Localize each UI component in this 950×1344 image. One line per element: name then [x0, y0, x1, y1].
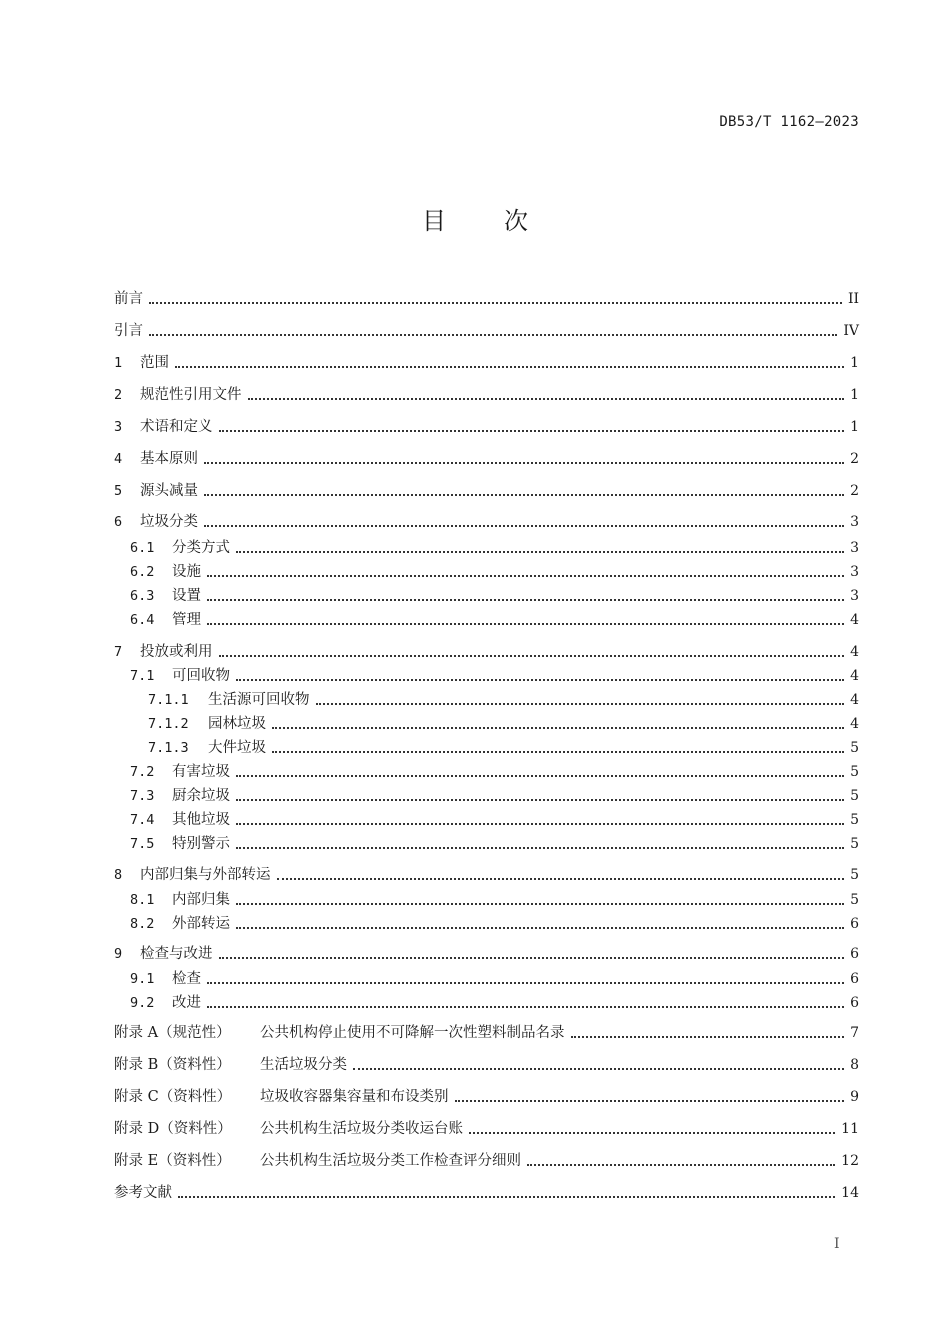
- dot-leader: [149, 301, 842, 304]
- toc-entry-label: 外部转运: [172, 916, 230, 932]
- dot-leader: [236, 926, 844, 929]
- toc-entry-page: 3: [850, 540, 859, 556]
- footer-page-number: I: [834, 1236, 840, 1252]
- toc-entry-number: 7.1.2: [148, 716, 189, 732]
- toc-entry-page: 4: [850, 644, 859, 660]
- dot-leader: [175, 365, 844, 368]
- toc-entry-label: 公共机构停止使用不可降解一次性塑料制品名录: [260, 1025, 565, 1041]
- dot-leader: [207, 622, 844, 625]
- toc-entry-page: 3: [850, 588, 859, 604]
- toc-entry-number: 7.2: [130, 764, 155, 780]
- toc-entry-label: 基本原则: [140, 451, 198, 467]
- toc-entry-label: 源头减量: [140, 483, 198, 499]
- toc-entry-page: 1: [850, 419, 859, 435]
- toc-entry-label: 内部归集与外部转运: [140, 867, 271, 883]
- dot-leader: [236, 902, 844, 905]
- toc-entry[interactable]: [148, 737, 859, 759]
- toc-entry-number: 6: [114, 514, 123, 530]
- toc-entry-page: 9: [850, 1089, 859, 1105]
- toc-entry-number: 附录 D（资料性）: [114, 1121, 232, 1137]
- toc-entry-page: 5: [850, 812, 859, 828]
- toc-entry-label: 垃圾收容器集容量和布设类别: [260, 1089, 449, 1105]
- toc-entry[interactable]: [114, 1054, 859, 1076]
- toc-entry-page: 7: [850, 1025, 859, 1041]
- dot-leader: [236, 550, 844, 553]
- title-char-1: 目: [422, 207, 446, 235]
- toc-entry-label: 投放或利用: [140, 644, 213, 660]
- dot-leader: [149, 333, 837, 336]
- dot-leader: [178, 1195, 835, 1198]
- toc-entry-label: 分类方式: [172, 540, 230, 556]
- toc-entry[interactable]: [114, 641, 859, 663]
- toc-entry-label: 厨余垃圾: [172, 788, 230, 804]
- toc-entry-number: 8: [114, 867, 123, 883]
- toc-entry[interactable]: [130, 992, 859, 1014]
- toc-entry-page: 5: [850, 740, 859, 756]
- title-char-2: 次: [504, 207, 528, 235]
- toc-entry-number: 7: [114, 644, 123, 660]
- toc-entry-page: 3: [850, 564, 859, 580]
- toc-entry[interactable]: [130, 585, 859, 607]
- dot-leader: [527, 1163, 835, 1166]
- toc-entry[interactable]: [130, 665, 859, 687]
- toc-entry-number: 7.1: [130, 668, 155, 684]
- toc-entry-number: 5: [114, 483, 123, 499]
- toc-entry-page: 6: [850, 971, 859, 987]
- toc-entry-number: 6.2: [130, 564, 155, 580]
- toc-entry-page: 11: [841, 1121, 859, 1137]
- toc-entry-label: 设施: [172, 564, 201, 580]
- toc-entry[interactable]: [114, 864, 859, 886]
- toc-entry[interactable]: [114, 448, 859, 470]
- toc-entry-page: 14: [841, 1185, 859, 1201]
- toc-entry-page: 4: [850, 692, 859, 708]
- toc-entry-page: 4: [850, 716, 859, 732]
- toc-entry[interactable]: [114, 288, 859, 310]
- toc-entry-label: 生活源可回收物: [208, 692, 310, 708]
- toc-entry[interactable]: [130, 785, 859, 807]
- dot-leader: [236, 798, 844, 801]
- toc-entry-label: 引言: [114, 323, 143, 339]
- toc-entry[interactable]: [114, 384, 859, 406]
- toc-entry-label: 检查与改进: [140, 946, 213, 962]
- toc-entry-number: 8.1: [130, 892, 155, 908]
- toc-entry[interactable]: [130, 833, 859, 855]
- toc-entry-page: 6: [850, 995, 859, 1011]
- toc-entry[interactable]: [114, 1022, 859, 1044]
- toc-entry-label: 改进: [172, 995, 201, 1011]
- toc-entry-number: 8.2: [130, 916, 155, 932]
- toc-entry[interactable]: [130, 889, 859, 911]
- toc-entry-page: 2: [850, 451, 859, 467]
- toc-entry-number: 6.4: [130, 612, 155, 628]
- toc-entry-number: 6.3: [130, 588, 155, 604]
- document-code: DB53/T 1162—2023: [719, 114, 859, 130]
- toc-entry-label: 生活垃圾分类: [260, 1057, 347, 1073]
- toc-entry-number: 附录 E（资料性）: [114, 1153, 231, 1169]
- toc-entry-label: 可回收物: [172, 668, 230, 684]
- dot-leader: [207, 981, 844, 984]
- toc-entry-page: 6: [850, 946, 859, 962]
- toc-entry[interactable]: [130, 561, 859, 583]
- dot-leader: [204, 493, 844, 496]
- toc-entry-number: 3: [114, 419, 123, 435]
- toc-entry[interactable]: [114, 511, 859, 533]
- toc-entry-label: 特别警示: [172, 836, 230, 852]
- toc-entry[interactable]: [148, 713, 859, 735]
- toc-entry-label: 园林垃圾: [208, 716, 266, 732]
- toc-entry-label: 大件垃圾: [208, 740, 266, 756]
- toc-entry[interactable]: [114, 1086, 859, 1108]
- toc-entry[interactable]: [114, 1182, 859, 1204]
- toc-entry-number: 7.4: [130, 812, 155, 828]
- toc-entry-number: 7.1.3: [148, 740, 189, 756]
- toc-entry-number: 1: [114, 355, 123, 371]
- toc-entry-page: 12: [841, 1153, 859, 1169]
- toc-entry-label: 公共机构生活垃圾分类工作检查评分细则: [260, 1153, 521, 1169]
- toc-entry[interactable]: [130, 761, 859, 783]
- toc-entry[interactable]: [114, 1150, 859, 1172]
- dot-leader: [207, 574, 844, 577]
- toc-entry-label: 术语和定义: [140, 419, 213, 435]
- dot-leader: [236, 678, 844, 681]
- toc-entry-label: 有害垃圾: [172, 764, 230, 780]
- dot-leader: [455, 1099, 845, 1102]
- toc-entry-number: 2: [114, 387, 123, 403]
- dot-leader: [316, 702, 845, 705]
- dot-leader: [571, 1035, 845, 1038]
- toc-entry[interactable]: [114, 1118, 859, 1140]
- dot-leader: [277, 877, 845, 880]
- toc-entry-label: 垃圾分类: [140, 514, 198, 530]
- toc-entry-page: 5: [850, 867, 859, 883]
- dot-leader: [272, 726, 844, 729]
- dot-leader: [248, 397, 845, 400]
- toc-entry-number: 附录 A（规范性）: [114, 1025, 231, 1041]
- dot-leader: [204, 524, 844, 527]
- dot-leader: [353, 1067, 844, 1070]
- toc-entry-number: 7.3: [130, 788, 155, 804]
- toc-entry-number: 9.1: [130, 971, 155, 987]
- dot-leader: [236, 822, 844, 825]
- toc-entry-number: 附录 B（资料性）: [114, 1057, 231, 1073]
- toc-entry-page: 5: [850, 788, 859, 804]
- toc-entry[interactable]: [130, 913, 859, 935]
- dot-leader: [207, 598, 844, 601]
- toc-entry-page: 2: [850, 483, 859, 499]
- toc-entry-number: 4: [114, 451, 123, 467]
- toc-entry-number: 7.1.1: [148, 692, 189, 708]
- toc-entry-number: 9: [114, 946, 123, 962]
- dot-leader: [469, 1131, 835, 1134]
- dot-leader: [219, 956, 845, 959]
- dot-leader: [236, 846, 844, 849]
- dot-leader: [219, 429, 845, 432]
- toc-entry-page: 6: [850, 916, 859, 932]
- toc-entry-page: II: [847, 291, 859, 307]
- toc-entry-label: 参考文献: [114, 1185, 172, 1201]
- toc-entry[interactable]: [114, 480, 859, 502]
- toc-entry-number: 9.2: [130, 995, 155, 1011]
- dot-leader: [236, 774, 844, 777]
- toc-entry-page: 5: [850, 836, 859, 852]
- dot-leader: [219, 654, 845, 657]
- page-title: [0, 201, 950, 236]
- toc-entry-page: 1: [850, 387, 859, 403]
- toc-entry-label: 检查: [172, 971, 201, 987]
- dot-leader: [204, 461, 844, 464]
- toc-entry-number: 6.1: [130, 540, 155, 556]
- toc-entry-label: 规范性引用文件: [140, 387, 242, 403]
- toc-entry-label: 前言: [114, 291, 143, 307]
- toc-entry[interactable]: [114, 320, 859, 342]
- toc-entry[interactable]: [114, 352, 859, 374]
- toc-entry-page: IV: [843, 323, 859, 339]
- toc-entry-page: 3: [850, 514, 859, 530]
- toc-entry-label: 其他垃圾: [172, 812, 230, 828]
- toc-entry[interactable]: [114, 416, 859, 438]
- toc-entry[interactable]: [130, 968, 859, 990]
- toc-entry[interactable]: [130, 609, 859, 631]
- toc-entry-label: 设置: [172, 588, 201, 604]
- dot-leader: [207, 1005, 844, 1008]
- toc-entry-label: 范围: [140, 355, 169, 371]
- toc-entry[interactable]: [130, 537, 859, 559]
- toc-entry-label: 公共机构生活垃圾分类收运台账: [260, 1121, 463, 1137]
- toc-entry-page: 8: [850, 1057, 859, 1073]
- toc-entry-page: 1: [850, 355, 859, 371]
- toc-entry[interactable]: [114, 943, 859, 965]
- toc-entry-number: 7.5: [130, 836, 155, 852]
- toc-entry-page: 4: [850, 612, 859, 628]
- toc-entry-label: 内部归集: [172, 892, 230, 908]
- toc-entry-page: 5: [850, 892, 859, 908]
- toc-entry[interactable]: [148, 689, 859, 711]
- toc-entry[interactable]: [130, 809, 859, 831]
- toc-entry-page: 4: [850, 668, 859, 684]
- toc-entry-number: 附录 C（资料性）: [114, 1089, 232, 1105]
- dot-leader: [272, 750, 844, 753]
- toc-entry-label: 管理: [172, 612, 201, 628]
- toc-entry-page: 5: [850, 764, 859, 780]
